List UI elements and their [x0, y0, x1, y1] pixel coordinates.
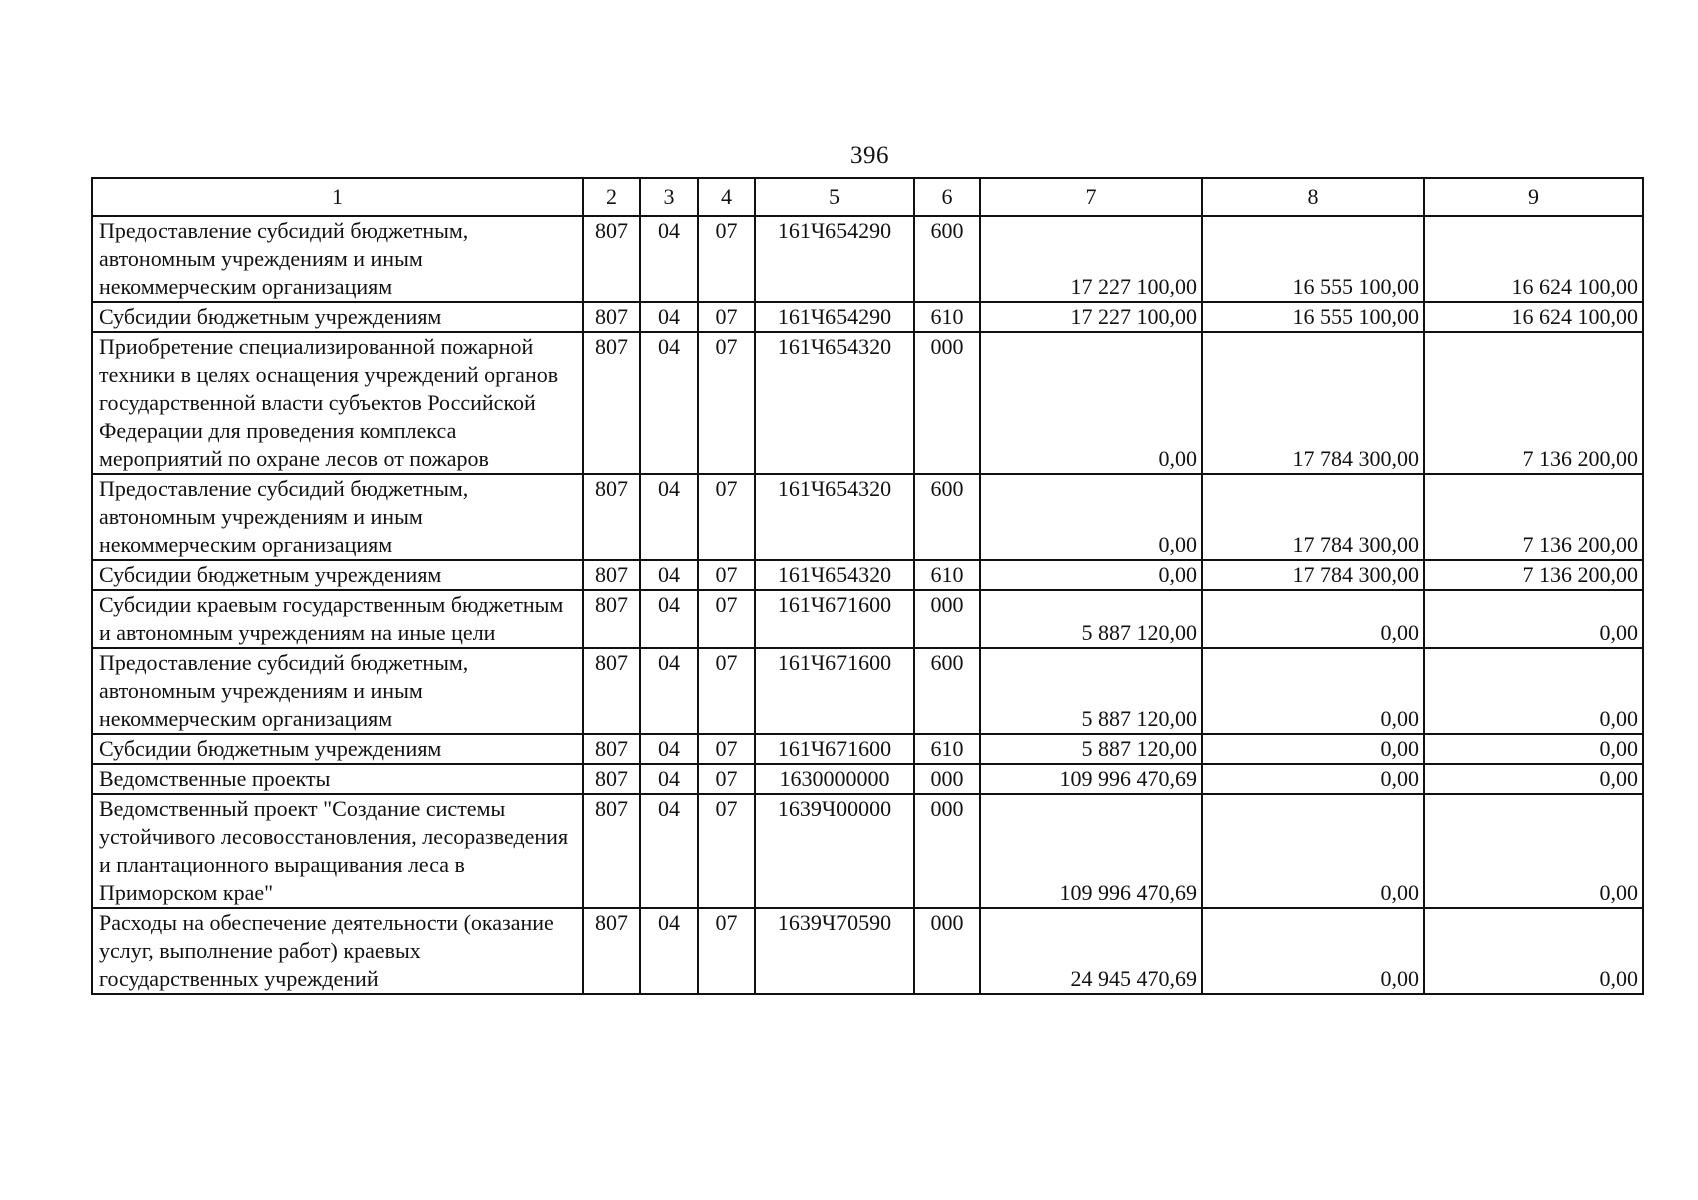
table-row	[92, 302, 1643, 332]
header-row	[92, 178, 1643, 216]
amount-cell: 7 136 200,00	[1424, 560, 1643, 590]
amount-cell: 0,00	[1424, 764, 1643, 794]
amount-cell: 17 784 300,00	[1202, 332, 1424, 474]
table-row	[92, 648, 1643, 734]
code-cell: 807	[583, 474, 640, 560]
amount-cell: 17 227 100,00	[980, 216, 1202, 302]
budget-table	[91, 177, 1644, 995]
row-name-cell: Приобретение специализированной пожарной техники в целях оснащения учреждений органов государственной власти субъектов Российской Федерации для проведения комплекса мероприятий по охране лесов от пожаров	[92, 332, 583, 474]
code-cell: 07	[698, 794, 755, 908]
header-cell: 3	[640, 178, 698, 216]
amount-cell: 5 887 120,00	[980, 648, 1202, 734]
header-cell: 6	[914, 178, 980, 216]
code-cell: 807	[583, 590, 640, 648]
code-cell: 04	[640, 332, 698, 474]
code-cell: 04	[640, 648, 698, 734]
row-name-cell: Субсидии бюджетным учреждениям	[92, 302, 583, 332]
header-cell: 8	[1202, 178, 1424, 216]
code-cell: 04	[640, 794, 698, 908]
amount-cell: 7 136 200,00	[1424, 332, 1643, 474]
code-cell: 07	[698, 908, 755, 994]
code-cell: 04	[640, 590, 698, 648]
amount-cell: 17 784 300,00	[1202, 560, 1424, 590]
amount-cell: 16 555 100,00	[1202, 216, 1424, 302]
code-cell: 04	[640, 734, 698, 764]
amount-cell: 17 227 100,00	[980, 302, 1202, 332]
code-cell: 1630000000	[755, 764, 914, 794]
code-cell: 161Ч654320	[755, 560, 914, 590]
code-cell: 807	[583, 734, 640, 764]
code-cell: 04	[640, 216, 698, 302]
table-body	[92, 178, 1643, 994]
code-cell: 600	[914, 474, 980, 560]
row-name-cell: Расходы на обеспечение деятельности (оказание услуг, выполнение работ) краевых государственных учреждений	[92, 908, 583, 994]
row-name-cell: Субсидии краевым государственным бюджетным и автономным учреждениям на иные цели	[92, 590, 583, 648]
row-name-cell: Предоставление субсидий бюджетным, автономным учреждениям и иным некоммерческим организациям	[92, 474, 583, 560]
code-cell: 04	[640, 302, 698, 332]
amount-cell: 24 945 470,69	[980, 908, 1202, 994]
row-name-cell: Предоставление субсидий бюджетным, автономным учреждениям и иным некоммерческим организациям	[92, 648, 583, 734]
header-cell: 9	[1424, 178, 1643, 216]
page-number: 396	[850, 142, 889, 169]
header-cell: 4	[698, 178, 755, 216]
table-row	[92, 332, 1643, 474]
amount-cell: 0,00	[1202, 908, 1424, 994]
code-cell: 161Ч671600	[755, 648, 914, 734]
amount-cell: 0,00	[1202, 648, 1424, 734]
amount-cell: 0,00	[980, 332, 1202, 474]
row-name-cell: Ведомственные проекты	[92, 764, 583, 794]
code-cell: 000	[914, 332, 980, 474]
code-cell: 04	[640, 474, 698, 560]
code-cell: 161Ч654320	[755, 332, 914, 474]
amount-cell: 0,00	[1424, 590, 1643, 648]
code-cell: 807	[583, 648, 640, 734]
amount-cell: 0,00	[1424, 908, 1643, 994]
amount-cell: 16 555 100,00	[1202, 302, 1424, 332]
code-cell: 161Ч654290	[755, 216, 914, 302]
amount-cell: 5 887 120,00	[980, 590, 1202, 648]
code-cell: 07	[698, 302, 755, 332]
amount-cell: 0,00	[1202, 764, 1424, 794]
code-cell: 000	[914, 764, 980, 794]
table-row	[92, 734, 1643, 764]
amount-cell: 0,00	[980, 560, 1202, 590]
code-cell: 04	[640, 560, 698, 590]
table-row	[92, 560, 1643, 590]
table-row	[92, 794, 1643, 908]
code-cell: 04	[640, 764, 698, 794]
code-cell: 161Ч654320	[755, 474, 914, 560]
row-name-cell: Субсидии бюджетным учреждениям	[92, 734, 583, 764]
code-cell: 610	[914, 302, 980, 332]
table-row	[92, 590, 1643, 648]
amount-cell: 0,00	[1202, 734, 1424, 764]
code-cell: 610	[914, 734, 980, 764]
code-cell: 07	[698, 648, 755, 734]
code-cell: 07	[698, 216, 755, 302]
amount-cell: 0,00	[1424, 734, 1643, 764]
header-cell: 5	[755, 178, 914, 216]
code-cell: 04	[640, 908, 698, 994]
header-cell: 7	[980, 178, 1202, 216]
row-name-cell: Субсидии бюджетным учреждениям	[92, 560, 583, 590]
code-cell: 07	[698, 734, 755, 764]
table-row	[92, 908, 1643, 994]
code-cell: 610	[914, 560, 980, 590]
table-row	[92, 474, 1643, 560]
code-cell: 807	[583, 794, 640, 908]
code-cell: 1639Ч70590	[755, 908, 914, 994]
amount-cell: 0,00	[980, 474, 1202, 560]
code-cell: 161Ч671600	[755, 734, 914, 764]
code-cell: 807	[583, 764, 640, 794]
code-cell: 07	[698, 474, 755, 560]
code-cell: 07	[698, 332, 755, 474]
code-cell: 07	[698, 764, 755, 794]
code-cell: 807	[583, 560, 640, 590]
amount-cell: 109 996 470,69	[980, 794, 1202, 908]
code-cell: 000	[914, 908, 980, 994]
amount-cell: 0,00	[1202, 590, 1424, 648]
header-cell: 1	[92, 178, 583, 216]
code-cell: 807	[583, 332, 640, 474]
code-cell: 000	[914, 794, 980, 908]
header-cell: 2	[583, 178, 640, 216]
amount-cell: 5 887 120,00	[980, 734, 1202, 764]
amount-cell: 16 624 100,00	[1424, 216, 1643, 302]
code-cell: 807	[583, 302, 640, 332]
code-cell: 807	[583, 216, 640, 302]
amount-cell: 17 784 300,00	[1202, 474, 1424, 560]
code-cell: 600	[914, 216, 980, 302]
code-cell: 1639Ч00000	[755, 794, 914, 908]
amount-cell: 0,00	[1424, 794, 1643, 908]
amount-cell: 16 624 100,00	[1424, 302, 1643, 332]
code-cell: 161Ч654290	[755, 302, 914, 332]
amount-cell: 0,00	[1202, 794, 1424, 908]
code-cell: 807	[583, 908, 640, 994]
code-cell: 07	[698, 590, 755, 648]
code-cell: 161Ч671600	[755, 590, 914, 648]
code-cell: 07	[698, 560, 755, 590]
row-name-cell: Предоставление субсидий бюджетным, автономным учреждениям и иным некоммерческим организациям	[92, 216, 583, 302]
code-cell: 600	[914, 648, 980, 734]
amount-cell: 0,00	[1424, 648, 1643, 734]
table-row	[92, 764, 1643, 794]
amount-cell: 109 996 470,69	[980, 764, 1202, 794]
code-cell: 000	[914, 590, 980, 648]
table-row	[92, 216, 1643, 302]
amount-cell: 7 136 200,00	[1424, 474, 1643, 560]
row-name-cell: Ведомственный проект "Создание системы устойчивого лесовосстановления, лесоразведения и плантационного выращивания леса в Приморском крае"	[92, 794, 583, 908]
